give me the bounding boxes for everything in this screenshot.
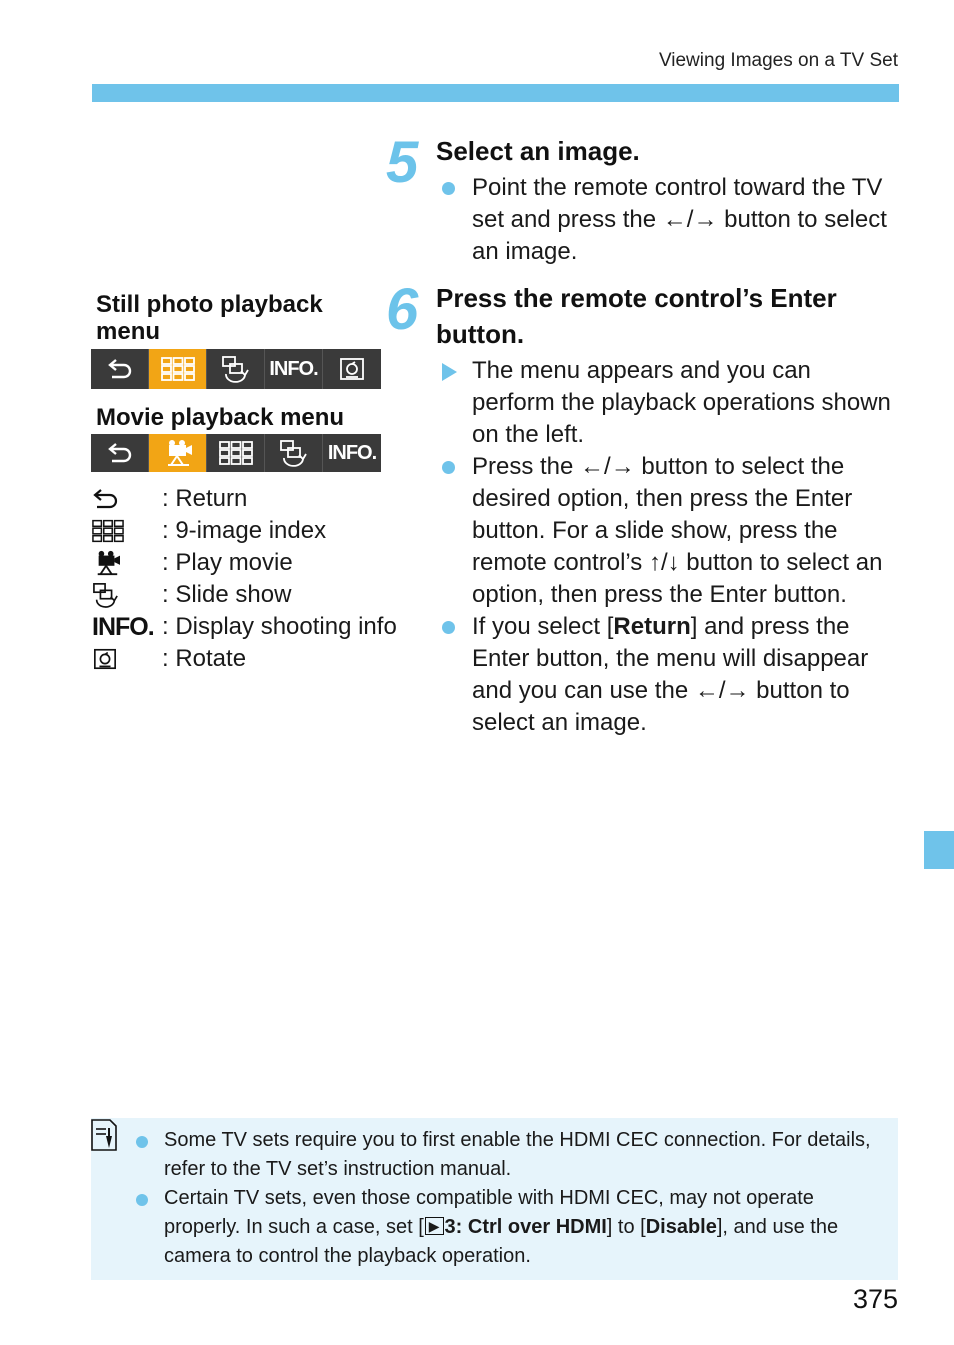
bullet-dot-icon [136,1194,148,1206]
text: ] to [ [606,1216,646,1238]
setting-value: Disable [645,1216,717,1238]
legend-text: : Play movie [162,549,293,576]
rotate-icon [92,647,162,671]
up-down-arrows: ↑/↓ [648,549,680,576]
info-icon-text: INFO. [92,613,154,641]
still-menu-bar [91,349,381,389]
header-section-title: Viewing Images on a TV Set [658,50,898,71]
info-icon [323,434,381,472]
list-item [136,1126,886,1184]
step-5-number: 5 [386,130,419,195]
still-menu-label: Still photo playback menu [96,291,323,345]
text: button to select an image. [472,206,887,265]
return-icon [91,434,149,472]
rotate-icon [323,349,381,389]
info-icon [265,349,323,389]
text: button to select an option, then press the Enter button. [472,549,883,608]
return-icon [92,488,162,510]
text: The menu appears and you can perform the playback operations shown on the left. [472,357,891,448]
step-6-title: Press the remote control’s Enter button. [436,283,837,349]
list-item [136,1184,886,1271]
playback-tab-icon: ▶ [425,1217,444,1235]
text: Point the remote control toward the TV set and press the [472,174,883,233]
text: Some TV sets require you to first enable the HDMI CEC connection. For details, refer to the TV set’s instruction manual. [164,1129,871,1180]
slideshow-icon [92,582,162,608]
legend-text: : 9-image index [162,517,327,544]
info-icon-text: INFO. [327,441,377,464]
text: If you select [ [472,613,614,640]
legend-row-index [92,515,432,547]
movie-menu-label: Movie playback menu [96,404,345,431]
result-arrow-icon [442,363,457,381]
return-icon [91,349,149,389]
text: button to select the desired option, then press the Enter button. For a slide show, press the remote control’s [472,453,853,576]
bullet-dot-icon [136,1136,148,1148]
legend-text: : Rotate [162,645,247,672]
legend-row-movie [92,547,432,579]
text: Press the [472,453,581,480]
chapter-tab [924,831,954,869]
legend-text: : Slide show [162,581,292,608]
legend-row-info [92,611,432,643]
bullet-dot-icon [442,182,455,195]
step-5-list [436,172,896,268]
text: ] and press the Enter button, the menu will disappear and you can use the [472,613,869,704]
text: Certain TV sets, even those compatible with HDMI CEC, may not operate properly. In such a case, set [ [164,1187,814,1238]
legend-row-return [92,483,432,515]
text: ], and use the camera to control the playback operation. [164,1216,839,1267]
index-icon [92,519,162,543]
legend-text: : Display shooting info [162,613,397,640]
return-label: Return [613,613,691,640]
list-item [436,611,896,739]
list-item [436,355,896,451]
slideshow-icon [265,434,323,472]
bullet-dot-icon [442,621,455,634]
left-right-arrows: ←/→ [580,453,635,480]
info-icon [92,611,162,643]
step-5-title: Select an image. [436,136,640,166]
list-item [436,451,896,611]
slideshow-icon [207,349,265,389]
header-bar [92,84,899,102]
legend-row-rotate [92,643,432,675]
index-icon [149,349,207,389]
left-right-arrows: ←/→ [694,677,750,704]
menu-setting-name: 3: Ctrl over HDMI [444,1216,607,1238]
memo-icon [90,1118,118,1157]
page-number: 375 [852,1284,898,1314]
left-right-arrows: ←/→ [662,206,718,233]
index-icon [207,434,265,472]
info-icon-text: INFO. [269,357,318,380]
icon-legend [92,483,432,675]
step-6-list [436,355,896,739]
movie-icon [149,434,207,472]
list-item [436,172,896,268]
note-list [136,1126,886,1271]
text: button to select an image. [472,677,850,736]
bullet-dot-icon [442,461,455,474]
legend-row-slideshow [92,579,432,611]
movie-menu-bar [91,434,381,472]
step-6-number: 6 [386,277,419,342]
legend-text: : Return [162,485,248,512]
movie-icon [92,550,162,576]
